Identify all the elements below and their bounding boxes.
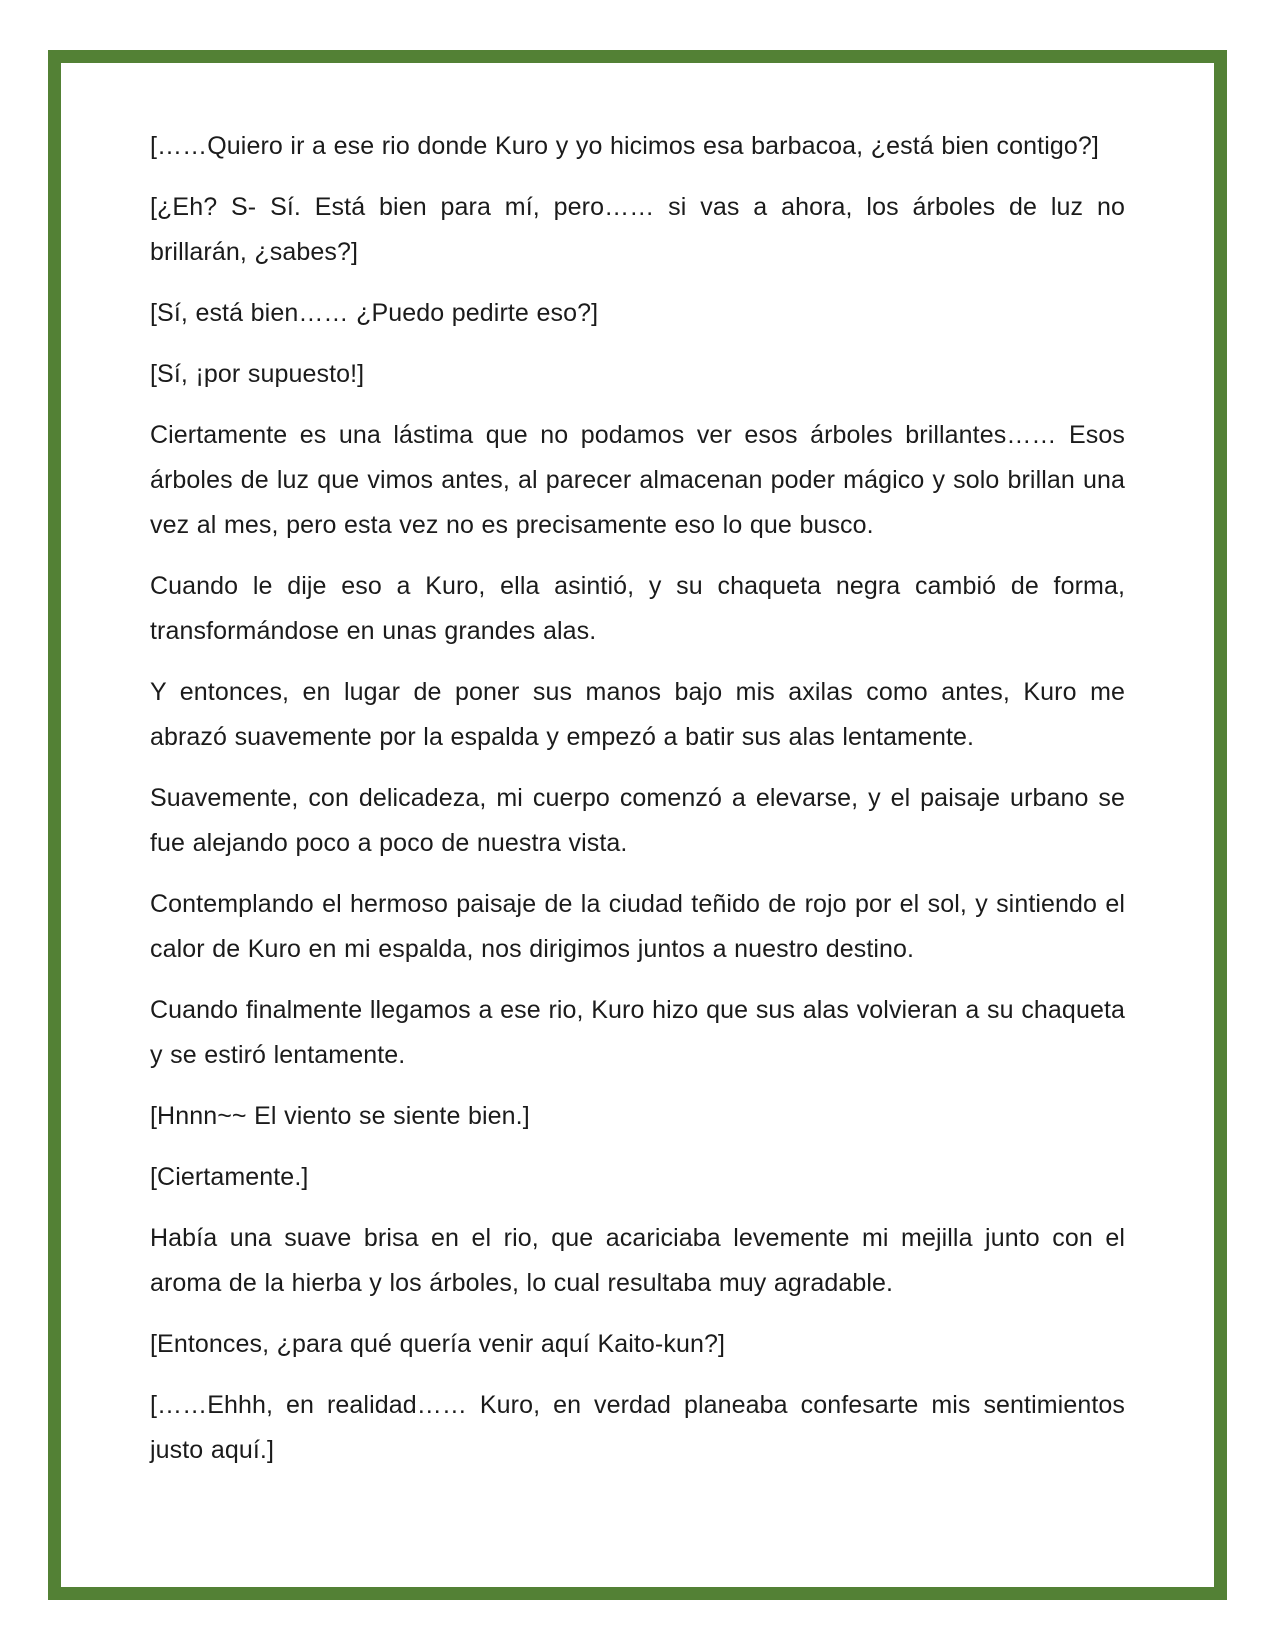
paragraph-dialogue: [Sí, está bien…… ¿Puedo pedirte eso?] [150,299,599,327]
paragraph-dialogue: [Entonces, ¿para qué quería venir aquí Kaito-kun?] [150,1330,726,1358]
paragraph-narration: Suavemente, con delicadeza, mi cuerpo comenzó a elevarse, y el paisaje urbano se fue alejando poco a poco de nuestra vista. [150,784,1125,857]
paragraph-narration: Cuando le dije eso a Kuro, ella asintió, y su chaqueta negra cambió de forma, transformándose en unas grandes alas. [150,572,1125,645]
paragraph-narration: Y entonces, en lugar de poner sus manos bajo mis axilas como antes, Kuro me abrazó suavemente por la espalda y empezó a batir sus alas lentamente. [150,678,1125,751]
paragraph-dialogue: [……Quiero ir a ese rio donde Kuro y yo hicimos esa barbacoa, ¿está bien contigo?] [150,132,1099,160]
document-body [150,124,1125,1489]
paragraph-narration: Cuando finalmente llegamos a ese rio, Kuro hizo que sus alas volvieran a su chaqueta y se estiró lentamente. [150,996,1125,1069]
paragraph-dialogue: [Sí, ¡por supuesto!] [150,360,365,388]
paragraph-dialogue: [Hnnn~~ El viento se siente bien.] [150,1102,530,1130]
paragraph-narration: Contemplando el hermoso paisaje de la ciudad teñido de rojo por el sol, y sintiendo el calor de Kuro en mi espalda, nos dirigimos juntos a nuestro destino. [150,890,1125,963]
paragraph-narration: Ciertamente es una lástima que no podamos ver esos árboles brillantes…… Esos árboles de luz que vimos antes, al parecer almacenan poder mágico y solo brillan una vez al mes, pero esta vez no es precisamente eso lo que busco. [150,421,1125,539]
paragraph-dialogue: [……Ehhh, en realidad…… Kuro, en verdad planeaba confesarte mis sentimientos justo aquí.] [150,1391,1125,1464]
paragraph-dialogue: [¿Eh? S- Sí. Está bien para mí, pero…… si vas a ahora, los árboles de luz no brillarán, ¿sabes?] [150,193,1125,266]
paragraph-narration: Había una suave brisa en el rio, que acariciaba levemente mi mejilla junto con el aroma de la hierba y los árboles, lo cual resultaba muy agradable. [150,1224,1125,1297]
paragraph-dialogue: [Ciertamente.] [150,1163,309,1191]
